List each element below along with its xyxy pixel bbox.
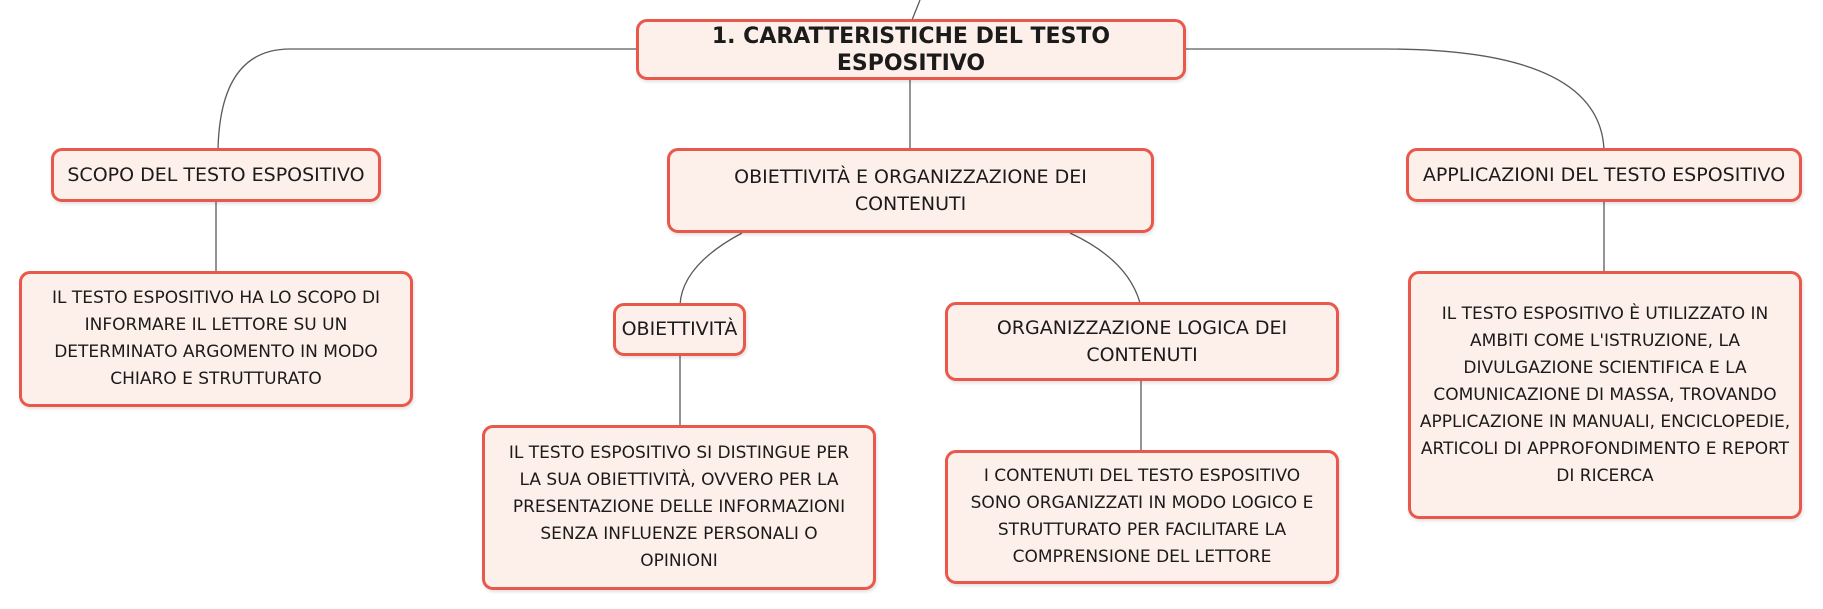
topic-scopo-label: SCOPO DEL TESTO ESPOSITIVO	[67, 163, 365, 186]
detail-applicazioni-text: IL TESTO ESPOSITIVO È UTILIZZATO IN AMBITI COME L'ISTRUZIONE, LA DIVULGAZIONE SCIENTIFICA E LA COMUNICAZIONE DI MASSA, TROVANDO APPLICAZIONE IN MANUALI, ENCICLOPEDIE, ARTICOLI DI APPROFONDIMENTO E REPORT DI RICERCA	[1419, 303, 1791, 486]
detail-organizzazione-text: I CONTENUTI DEL TESTO ESPOSITIVO SONO ORGANIZZATI IN MODO LOGICO E STRUTTURATO PER FACILITARE LA COMPRENSIONE DEL LETTORE	[970, 466, 1314, 567]
subtopic-obiettivita[interactable]	[613, 303, 746, 356]
connector-center-organizzazione	[1070, 233, 1140, 303]
topic-obiettivita-organizzazione-label: OBIETTIVITÀ E ORGANIZZAZIONE DEI CONTENUTI	[734, 165, 1087, 215]
detail-scopo[interactable]	[19, 271, 413, 407]
root-node[interactable]	[636, 19, 1186, 80]
connector-center-obiettivita	[680, 233, 742, 305]
detail-scopo-text: IL TESTO ESPOSITIVO HA LO SCOPO DI INFORMARE IL LETTORE SU UN DETERMINATO ARGOMENTO IN MODO CHIARO E STRUTTURATO	[51, 288, 381, 389]
root-node-label: 1. CARATTERISTICHE DEL TESTO ESPOSITIVO	[711, 23, 1111, 76]
subtopic-organizzazione-label: ORGANIZZAZIONE LOGICA DEI CONTENUTI	[996, 316, 1288, 366]
connector-root-applicazioni	[1186, 49, 1604, 150]
subtopic-obiettivita-label: OBIETTIVITÀ	[621, 318, 738, 340]
detail-applicazioni[interactable]	[1408, 271, 1802, 519]
topic-obiettivita-organizzazione[interactable]	[667, 148, 1154, 233]
detail-obiettivita-text: IL TESTO ESPOSITIVO SI DISTINGUE PER LA SUA OBIETTIVITÀ, OVVERO PER LA PRESENTAZIONE DELLE INFORMAZIONI SENZA INFLUENZE PERSONALI O OPINIONI	[508, 443, 850, 571]
detail-obiettivita[interactable]	[482, 425, 876, 590]
connector-root-scopo	[218, 49, 636, 150]
topic-applicazioni[interactable]	[1406, 148, 1802, 202]
detail-organizzazione[interactable]	[945, 450, 1339, 584]
subtopic-organizzazione[interactable]	[945, 302, 1339, 381]
connector-parent-root	[912, 0, 920, 20]
topic-scopo[interactable]	[51, 148, 381, 202]
topic-applicazioni-label: APPLICAZIONI DEL TESTO ESPOSITIVO	[1422, 163, 1786, 186]
